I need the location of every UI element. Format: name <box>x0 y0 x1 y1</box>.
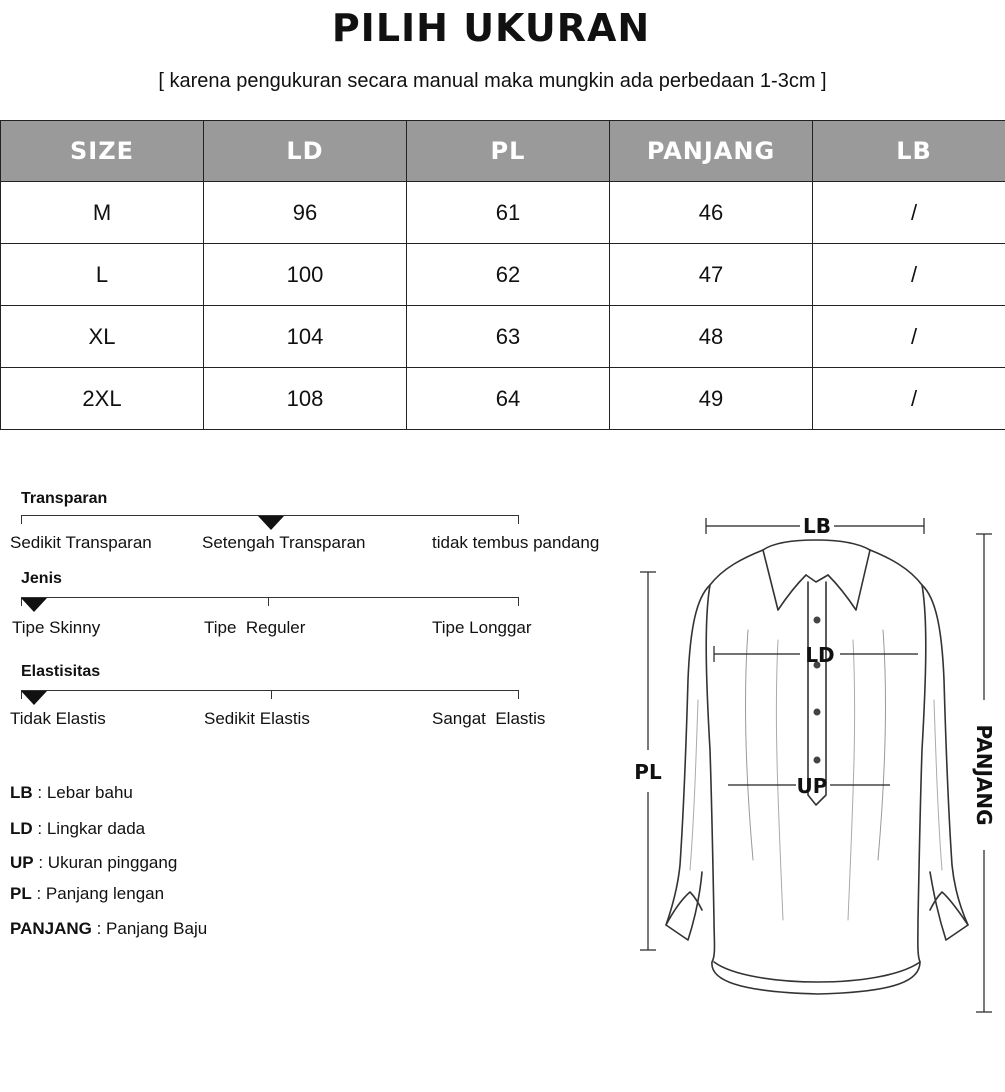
scale-tick <box>518 690 519 699</box>
table-cell: 2XL <box>1 368 204 430</box>
scale-option: Sedikit Transparan <box>10 533 152 552</box>
scale-marker-elastisitas <box>21 691 47 705</box>
legend-key: LB <box>10 783 33 802</box>
table-cell: L <box>1 244 204 306</box>
table-cell: 104 <box>204 306 407 368</box>
shirt-measurement-diagram <box>628 500 1003 1030</box>
scale-option: Sangat Elastis <box>432 709 546 728</box>
legend-item-pl <box>10 884 164 904</box>
column-header-ld: LD <box>204 121 407 182</box>
legend-key: PL <box>10 884 32 903</box>
legend-key: LD <box>10 819 33 838</box>
column-header-panjang: PANJANG <box>610 121 813 182</box>
column-header-lb: LB <box>813 121 1005 182</box>
table-cell: 108 <box>204 368 407 430</box>
legend-item-up <box>10 853 177 873</box>
legend-desc: : Panjang Baju <box>91 919 208 938</box>
scale-marker-jenis <box>21 598 47 612</box>
scale-line-jenis <box>21 597 519 598</box>
table-cell: 96 <box>204 182 407 244</box>
legend-item-panjang <box>10 919 207 939</box>
table-cell: / <box>813 182 1005 244</box>
scale-option: Sedikit Elastis <box>204 709 310 728</box>
measurement-note: [ karena pengukuran secara manual maka mungkin ada perbedaan 1-3cm ] <box>158 70 827 92</box>
scale-tick <box>271 690 272 699</box>
table-cell: M <box>1 182 204 244</box>
scale-tick <box>518 597 519 606</box>
scale-option: Tipe Reguler <box>204 618 306 637</box>
table-cell: 46 <box>610 182 813 244</box>
legend-key: PANJANG <box>10 919 92 938</box>
scale-title-elastisitas: Elastisitas <box>21 663 101 680</box>
diagram-label-up: UP <box>796 774 828 798</box>
table-cell: / <box>813 244 1005 306</box>
table-cell: 62 <box>407 244 610 306</box>
table-cell: / <box>813 306 1005 368</box>
table-cell: 61 <box>407 182 610 244</box>
legend-item-lb <box>10 783 133 803</box>
scale-option: Setengah Transparan <box>202 533 366 552</box>
scale-title-jenis: Jenis <box>21 570 62 587</box>
scale-option: tidak tembus pandang <box>432 533 600 552</box>
legend-desc: : Lebar bahu <box>32 783 133 802</box>
table-cell: / <box>813 368 1005 430</box>
diagram-label-ld: LD <box>805 643 835 667</box>
diagram-label-pl: PL <box>634 760 662 784</box>
diagram-label-lb: LB <box>803 514 831 538</box>
table-cell: 49 <box>610 368 813 430</box>
page-title: PILIH UKURAN <box>331 6 651 50</box>
column-header-size: SIZE <box>1 121 204 182</box>
table-cell: 48 <box>610 306 813 368</box>
scale-tick <box>268 597 269 606</box>
scale-tick <box>518 515 519 524</box>
scale-option: Tidak Elastis <box>10 709 106 728</box>
table-row <box>1 244 1005 306</box>
table-header-row <box>1 121 1005 182</box>
scale-tick <box>21 515 22 524</box>
legend-desc: : Ukuran pinggang <box>33 853 178 872</box>
table-cell: 47 <box>610 244 813 306</box>
table-row <box>1 182 1005 244</box>
legend-item-ld <box>10 819 145 839</box>
table-cell: XL <box>1 306 204 368</box>
table-cell: 64 <box>407 368 610 430</box>
table-row <box>1 368 1005 430</box>
table-row <box>1 306 1005 368</box>
scale-option: Tipe Skinny <box>12 618 101 637</box>
legend-desc: : Panjang lengan <box>31 884 165 903</box>
scale-line-elastisitas <box>21 690 519 691</box>
scale-marker-transparan <box>258 516 284 530</box>
table-cell: 100 <box>204 244 407 306</box>
column-header-pl: PL <box>407 121 610 182</box>
diagram-label-panjang: PANJANG <box>972 724 996 826</box>
legend-key: UP <box>10 853 34 872</box>
table-cell: 63 <box>407 306 610 368</box>
legend-desc: : Lingkar dada <box>32 819 146 838</box>
scale-option: Tipe Longgar <box>432 618 532 637</box>
scale-title-transparan: Transparan <box>21 490 108 507</box>
size-table <box>0 120 1005 430</box>
